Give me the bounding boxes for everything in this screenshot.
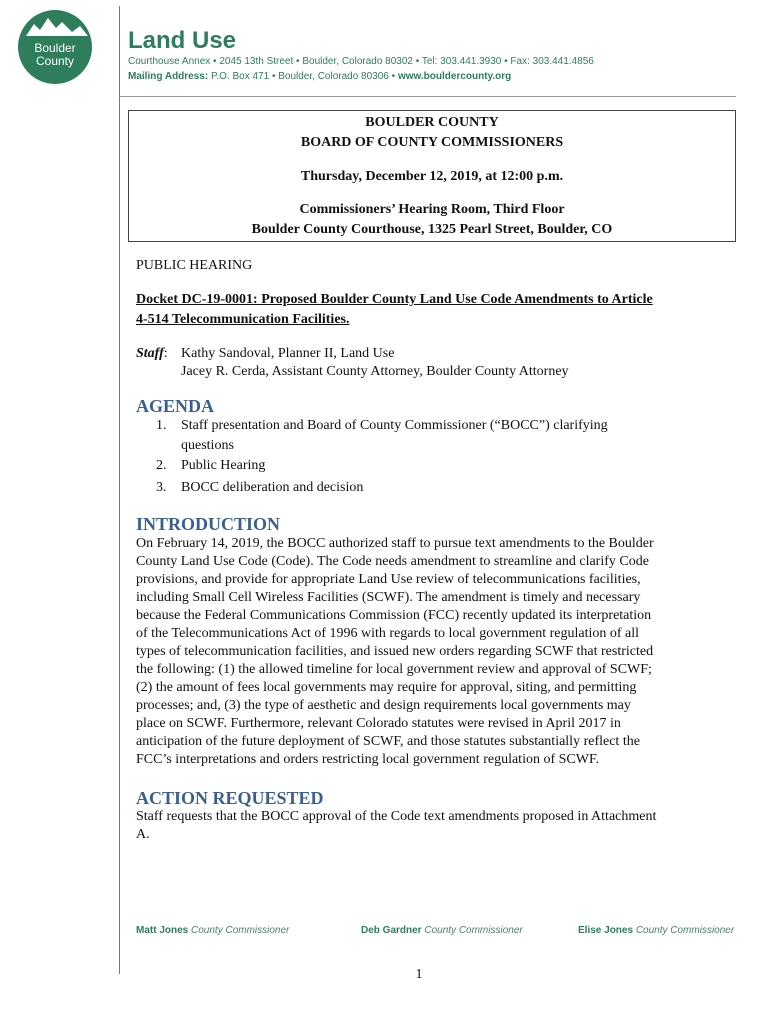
agenda-item: BOCC deliberation and decision — [181, 480, 364, 495]
agenda-item-number: 2. — [156, 458, 167, 473]
margin-rule — [119, 6, 120, 974]
agenda-item-continued: questions — [181, 438, 234, 453]
action-heading: ACTION REQUESTED — [136, 788, 324, 808]
agenda-item: Public Hearing — [181, 458, 266, 473]
staff-member: Kathy Sandoval, Planner II, Land Use — [181, 346, 395, 361]
logo-line2: County — [35, 54, 75, 68]
meeting-room: Commissioners’ Hearing Room, Third Floor — [299, 202, 565, 217]
commissioner: Deb Gardner County Commissioner — [361, 925, 523, 936]
hearing-type: PUBLIC HEARING — [136, 258, 253, 273]
header-county: BOULDER COUNTY — [365, 115, 499, 130]
mailing-label: Mailing Address: — [128, 71, 209, 82]
mailing-address — [128, 71, 511, 82]
introduction-heading: INTRODUCTION — [136, 514, 281, 534]
meeting-date: Thursday, December 12, 2019, at 12:00 p.m. — [300, 169, 564, 184]
staff-label: Staff: — [136, 346, 168, 361]
header-rule — [119, 96, 736, 97]
mailing-line: P.O. Box 471 • Boulder, Colorado 80306 • — [208, 71, 398, 82]
address-line: Courthouse Annex • 2045 13th Street • Boulder, Colorado 80302 • Tel: 303.441.3930 • Fax: 303.441.4856 — [128, 56, 594, 67]
agenda-item-number: 3. — [156, 480, 167, 495]
department-title: Land Use — [128, 27, 237, 54]
docket-line2: 4-514 Telecommunication Facilities. — [136, 312, 350, 327]
logo-line1: Boulder — [34, 41, 76, 55]
agenda-item: Staff presentation and Board of County Commissioner (“BOCC”) clarifying — [181, 418, 608, 433]
introduction-paragraph: On February 14, 2019, the BOCC authorized staff to pursue text amendments to the Boulder County Land Use Code (Code). The Code needs amendment to streamline and clarify Code provisions, and provide for appropriate Land Use review of telecommunications facilities, including Small Cell Wireless Facilities (SCWF). The amendment is timely and necessary because the Federal Communications Commission (FCC) recently updated its interpretation of the Telecommunications Act of 1996 with regards to local government regulation of all types of telecommunication facilities, and issued new orders regarding SCWF that restricted the following: (1) the allowed timeline for local government review and approval of SCWF; (2) the amount of fees local governments may require for approval, siting, and permitting processes; and, (3) the type of aesthetic and design requirements local governments may place on SCWF. Furthermore, relevant Colorado statutes were revised in April 2017 in anticipation of the future deployment of SCWF, and those statutes substantially reflect the FCC’s interpretations and orders restricting local government regulation of SCWF. — [136, 536, 654, 767]
docket-line1: Docket DC-19-0001: Proposed Boulder County Land Use Code Amendments to Article — [136, 292, 653, 307]
commissioner: Elise Jones County Commissioner — [578, 925, 735, 936]
agenda-item-number: 1. — [156, 418, 167, 433]
staff-member: Jacey R. Cerda, Assistant County Attorney, Boulder County Attorney — [181, 364, 569, 379]
page-number: 1 — [415, 967, 423, 982]
meeting-location: Boulder County Courthouse, 1325 Pearl Street, Boulder, CO — [251, 222, 613, 237]
agenda-heading: AGENDA — [136, 396, 215, 416]
mountain-icon — [18, 10, 92, 40]
header-board: BOARD OF COUNTY COMMISSIONERS — [300, 135, 564, 150]
meeting-header-box — [128, 110, 736, 242]
website-link[interactable]: www.bouldercounty.org — [397, 71, 512, 82]
commissioner: Matt Jones County Commissioner — [136, 925, 290, 936]
boulder-county-logo — [18, 10, 92, 84]
action-paragraph: Staff requests that the BOCC approval of the Code text amendments proposed in Attachment A. — [136, 809, 657, 842]
